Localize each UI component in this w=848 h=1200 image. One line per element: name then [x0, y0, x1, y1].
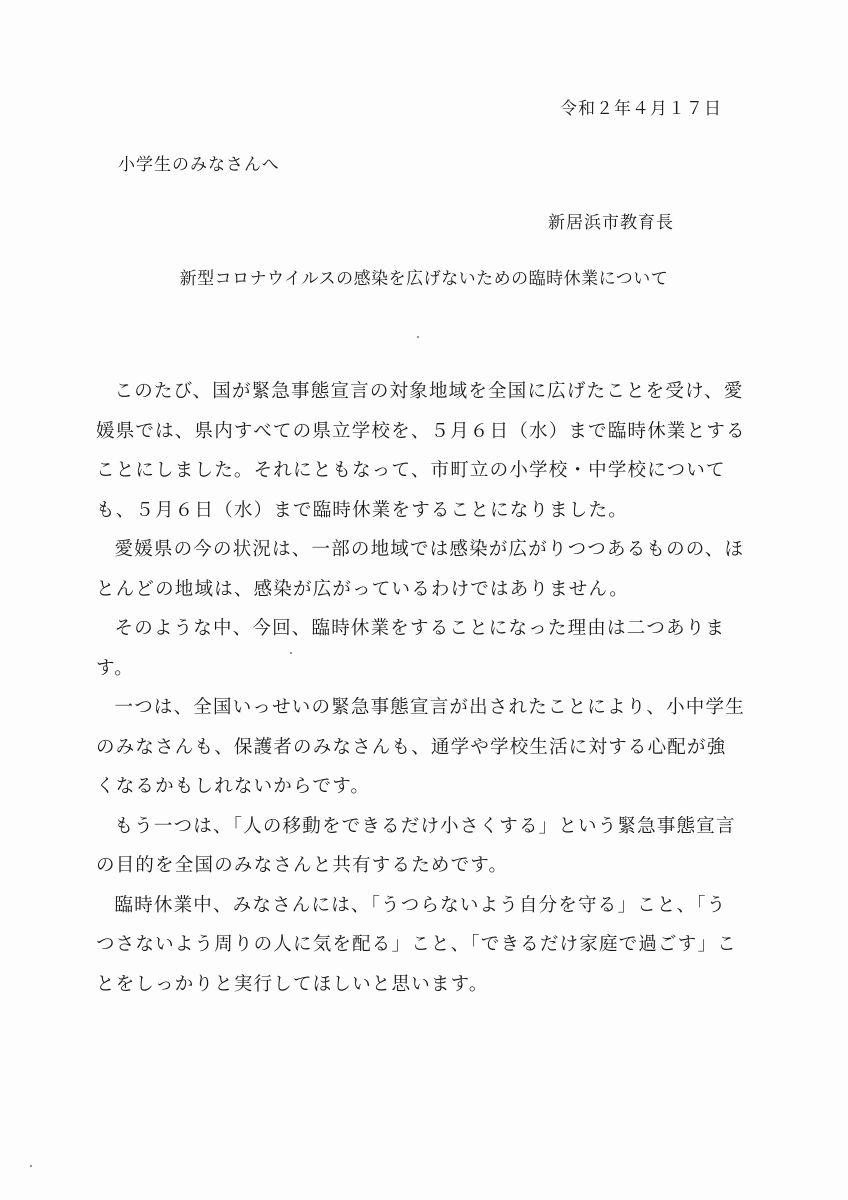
- scan-speck: [417, 336, 419, 338]
- scan-speck: [290, 652, 292, 654]
- document-sender: 新居浜市教育長: [548, 213, 674, 233]
- body-paragraph: このたび、国が緊急事態宣言の対象地域を全国に広げたことを受け、愛媛県では、県内すべての県立学校を、５月６日（水）まで臨時休業とすることにしました。それにともなって、市町立の小学校・中学校についても、５月６日（水）まで臨時休業をすることになりました。: [96, 381, 746, 521]
- body-paragraph: 一つは、全国いっせいの緊急事態宣言が出されたことにより、小中学生のみなさんも、保護者のみなさんも、通学や学校生活に対する心配が強くなるかもしれないからです。: [96, 697, 745, 797]
- body-paragraph: もう一つは、「人の移動をできるだけ小さくする」という緊急事態宣言の目的を全国のみなさんと共有するためです。: [96, 815, 736, 876]
- document-recipient: 小学生のみなさんへ: [118, 155, 280, 175]
- body-paragraph: そのような中、今回、臨時休業をすることになった理由は二つあります。: [96, 618, 726, 679]
- scan-speck: [30, 1165, 32, 1167]
- body-paragraph: 愛媛県の今の状況は、一部の地域では感染が広がりつつあるものの、ほとんどの地域は、感染が広がっているわけではありません。: [96, 539, 745, 600]
- document-date: 令和２年４月１７日: [560, 99, 722, 119]
- body-paragraph: 臨時休業中、みなさんには、「うつらないよう自分を守る」こと、「うつさないよう周りの人に気を配る」こと、「できるだけ家庭で過ごす」ことをしっかりと実行してほしいと思います。: [96, 894, 737, 995]
- document-body: [96, 372, 746, 1004]
- document-title: 新型コロナウイルスの感染を広げないための臨時休業について: [179, 269, 669, 289]
